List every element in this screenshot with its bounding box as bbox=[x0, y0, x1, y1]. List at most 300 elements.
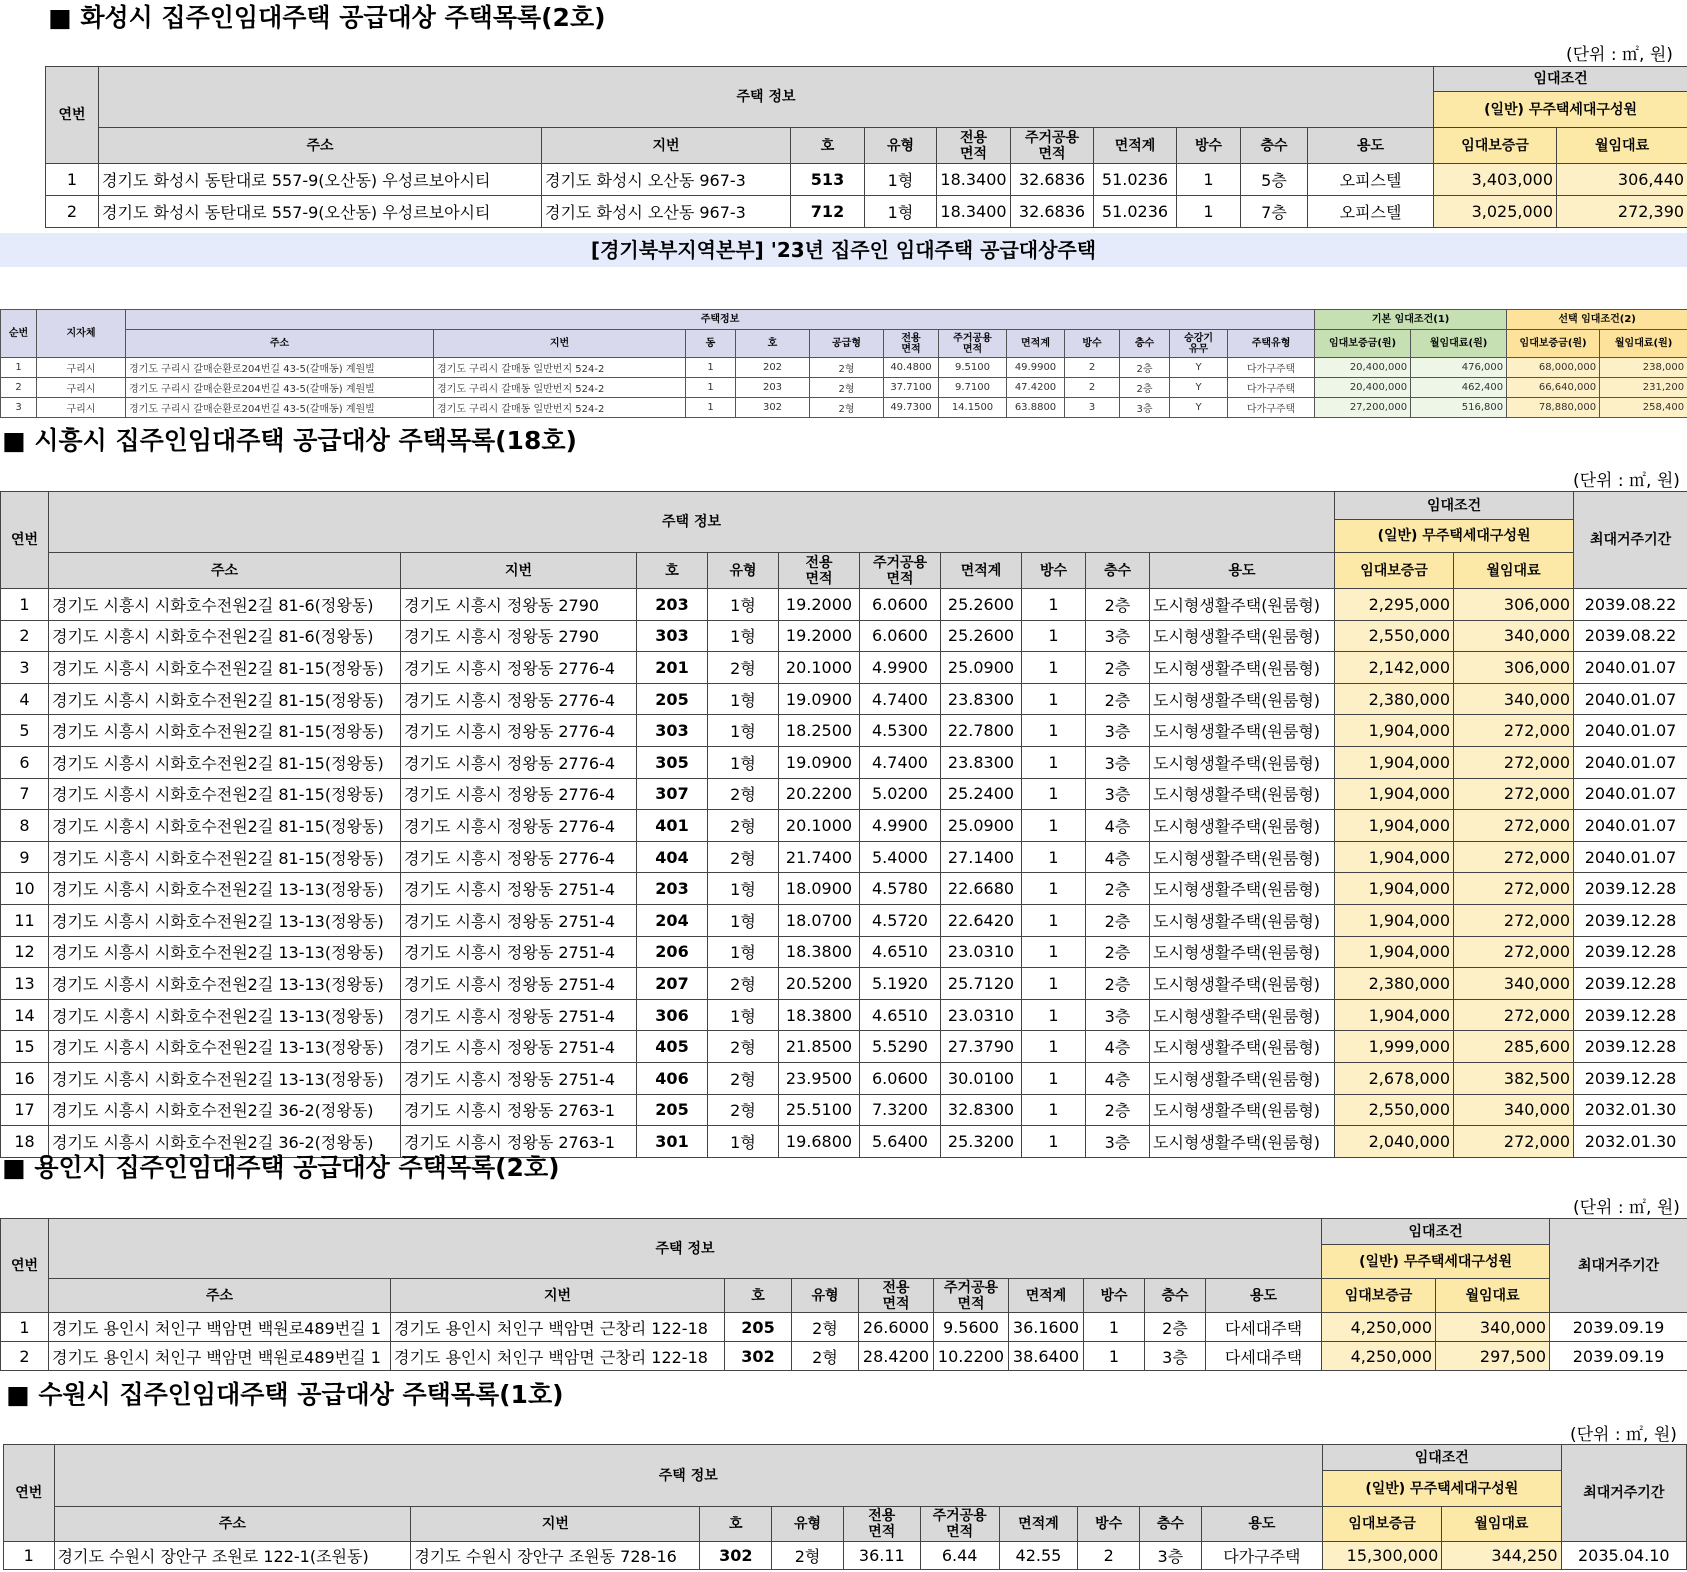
table-cell: 306,000 bbox=[1454, 589, 1574, 621]
table-cell: 경기도 구리시 갈매순환로204번길 43-5(갈매동) 계원빌 bbox=[126, 358, 434, 378]
table-cell: 203 bbox=[736, 378, 810, 398]
table-cell: 1 bbox=[1084, 1342, 1145, 1371]
table-cell: 2형 bbox=[708, 1062, 779, 1094]
table-cell: 27.3790 bbox=[941, 1031, 1022, 1063]
table-cell: 3층 bbox=[1145, 1342, 1206, 1371]
table-cell: 382,500 bbox=[1454, 1062, 1574, 1094]
table-cell: 306 bbox=[637, 999, 708, 1031]
col-basic-deposit: 임대보증금(원) bbox=[1315, 330, 1411, 358]
table-cell: 2,678,000 bbox=[1335, 1062, 1454, 1094]
table-cell: 도시형생활주택(원룸형) bbox=[1150, 810, 1335, 842]
table-cell: 2040.01.07 bbox=[1574, 715, 1687, 747]
table-cell: 1형 bbox=[708, 999, 779, 1031]
col-supply-type: 공급형 bbox=[810, 330, 884, 358]
col-excl-area: 전용 면적 bbox=[937, 128, 1011, 164]
table-cell: 8 bbox=[1, 810, 49, 842]
rent-cond-header: 임대조건 bbox=[1434, 67, 1687, 92]
table-cell: 2형 bbox=[810, 358, 884, 378]
table-cell: 1 bbox=[1022, 715, 1086, 747]
col-use: 용도 bbox=[1150, 553, 1335, 589]
table-cell: 11 bbox=[1, 904, 49, 936]
table-cell: 2039.12.28 bbox=[1574, 1062, 1687, 1094]
table-cell: 경기도 시흥시 정왕동 2763-1 bbox=[401, 1094, 637, 1126]
table-cell: 1 bbox=[686, 378, 736, 398]
table-cell: 51.0236 bbox=[1094, 196, 1177, 228]
table-cell: 2층 bbox=[1145, 1313, 1206, 1342]
north-house-info-header: 주택정보 bbox=[126, 310, 1315, 330]
table-cell: 2층 bbox=[1120, 378, 1170, 398]
table-cell: 204 bbox=[637, 904, 708, 936]
table-cell: 3,025,000 bbox=[1434, 196, 1557, 228]
table-cell: 경기도 구리시 갈매동 일반번지 524-2 bbox=[434, 398, 686, 418]
table-cell: 다세대주택 bbox=[1206, 1313, 1322, 1342]
table-cell: 5.0200 bbox=[860, 778, 941, 810]
table-cell: 28.4200 bbox=[859, 1342, 934, 1371]
col-type: 유형 bbox=[708, 553, 779, 589]
table-cell: 경기도 용인시 처인구 백암면 백원로489번길 1 bbox=[49, 1313, 391, 1342]
siheung-title: ■ 시흥시 집주인임대주택 공급대상 주택목록(18호) bbox=[2, 426, 577, 455]
table-cell: 경기도 구리시 갈매순환로204번길 43-5(갈매동) 계원빌 bbox=[126, 398, 434, 418]
table-cell: 32.6836 bbox=[1011, 164, 1094, 196]
table-cell: 경기도 시흥시 정왕동 2751-4 bbox=[401, 1031, 637, 1063]
table-cell: 23.0310 bbox=[941, 999, 1022, 1031]
table-cell: 도시형생활주택(원룸형) bbox=[1150, 778, 1335, 810]
table-cell: 1 bbox=[1022, 936, 1086, 968]
table-cell: 49.7300 bbox=[884, 398, 939, 418]
table-cell: 340,000 bbox=[1454, 1094, 1574, 1126]
col-elevator: 승강기 유무 bbox=[1170, 330, 1228, 358]
siheung-unit: (단위 : ㎡, 원) bbox=[1573, 471, 1680, 491]
col-excl-area: 전용 면적 bbox=[859, 1279, 934, 1313]
table-cell: 7 bbox=[1, 778, 49, 810]
table-cell: 272,000 bbox=[1454, 904, 1574, 936]
table-cell: 516,800 bbox=[1411, 398, 1507, 418]
table-cell: 1형 bbox=[708, 715, 779, 747]
col-use: 용도 bbox=[1201, 1507, 1322, 1542]
table-cell: 1,904,000 bbox=[1335, 810, 1454, 842]
table-cell: 경기도 시흥시 정왕동 2776-4 bbox=[401, 778, 637, 810]
table-cell: 40.4800 bbox=[884, 358, 939, 378]
table-cell: 25.0900 bbox=[941, 652, 1022, 684]
col-monthly: 월임대료 bbox=[1442, 1507, 1561, 1542]
table-cell: 2040.01.07 bbox=[1574, 746, 1687, 778]
table-cell: 5.6400 bbox=[860, 1126, 941, 1158]
table-cell: 18 bbox=[1, 1126, 49, 1158]
table-cell: 272,000 bbox=[1454, 873, 1574, 905]
table-cell: 도시형생활주택(원룸형) bbox=[1150, 1094, 1335, 1126]
table-cell: 경기도 용인시 처인구 백암면 근창리 122-18 bbox=[391, 1313, 725, 1342]
table-cell: 1 bbox=[1022, 1094, 1086, 1126]
col-address: 주소 bbox=[99, 128, 542, 164]
table-cell: 1 bbox=[686, 398, 736, 418]
table-cell: 경기도 시흥시 시화호수전원2길 81-6(정왕동) bbox=[49, 589, 401, 621]
rent-group-header: (일반) 무주택세대구성원 bbox=[1434, 92, 1687, 128]
table-cell: 10 bbox=[1, 873, 49, 905]
table-cell: Y bbox=[1170, 358, 1228, 378]
table-cell: 3,403,000 bbox=[1434, 164, 1557, 196]
table-cell: 272,000 bbox=[1454, 810, 1574, 842]
table-row bbox=[1, 841, 1687, 873]
table-cell: 30.0100 bbox=[941, 1062, 1022, 1094]
table-cell: 10.2200 bbox=[934, 1342, 1009, 1371]
rent-cond-header: 임대조건 bbox=[1335, 492, 1574, 520]
table-row bbox=[1, 1031, 1687, 1063]
table-cell: 19.0900 bbox=[779, 746, 860, 778]
table-cell: 2 bbox=[46, 196, 99, 228]
table-cell: 462,400 bbox=[1411, 378, 1507, 398]
table-cell: 23.0310 bbox=[941, 936, 1022, 968]
table-cell: 도시형생활주택(원룸형) bbox=[1150, 1126, 1335, 1158]
table-cell: 206 bbox=[637, 936, 708, 968]
col-common-area: 주거공용 면적 bbox=[920, 1507, 999, 1542]
table-cell: 2형 bbox=[708, 652, 779, 684]
table-cell: 1,904,000 bbox=[1335, 715, 1454, 747]
table-cell: 도시형생활주택(원룸형) bbox=[1150, 589, 1335, 621]
table-cell: 2형 bbox=[708, 778, 779, 810]
col-lot: 지번 bbox=[542, 128, 791, 164]
table-cell: 5.5290 bbox=[860, 1031, 941, 1063]
table-cell: 23.8300 bbox=[941, 683, 1022, 715]
table-cell: 15 bbox=[1, 1031, 49, 1063]
table-cell: 1형 bbox=[708, 620, 779, 652]
table-cell: 오피스텔 bbox=[1308, 196, 1434, 228]
table-cell: 다가구주택 bbox=[1228, 378, 1315, 398]
table-row bbox=[1, 968, 1687, 1000]
table-cell: 17 bbox=[1, 1094, 49, 1126]
table-cell: 경기도 시흥시 정왕동 2751-4 bbox=[401, 936, 637, 968]
table-cell: 1,999,000 bbox=[1335, 1031, 1454, 1063]
col-address: 주소 bbox=[54, 1507, 411, 1542]
table-cell: 도시형생활주택(원룸형) bbox=[1150, 873, 1335, 905]
table-cell: 23.9500 bbox=[779, 1062, 860, 1094]
table-cell: 경기도 시흥시 정왕동 2790 bbox=[401, 589, 637, 621]
table-cell: 다가구주택 bbox=[1228, 358, 1315, 378]
table-cell: 4.9900 bbox=[860, 810, 941, 842]
table-cell: 도시형생활주택(원룸형) bbox=[1150, 841, 1335, 873]
table-cell: 272,000 bbox=[1454, 936, 1574, 968]
table-cell: 21.7400 bbox=[779, 841, 860, 873]
table-cell: 경기도 시흥시 정왕동 2776-4 bbox=[401, 683, 637, 715]
table-cell: 경기도 시흥시 정왕동 2751-4 bbox=[401, 968, 637, 1000]
siheung-table bbox=[0, 491, 1687, 1158]
table-cell: 203 bbox=[637, 873, 708, 905]
house-info-header: 주택 정보 bbox=[49, 1219, 1322, 1279]
table-cell: 2040.01.07 bbox=[1574, 652, 1687, 684]
table-cell: 경기도 화성시 동탄대로 557-9(오산동) 우성르보아시티 bbox=[99, 196, 542, 228]
col-choice-deposit: 임대보증금(원) bbox=[1507, 330, 1600, 358]
table-cell: 205 bbox=[725, 1313, 792, 1342]
col-no: 연번 bbox=[1, 1219, 49, 1313]
table-cell: 272,000 bbox=[1454, 715, 1574, 747]
table-cell: 7층 bbox=[1241, 196, 1308, 228]
col-monthly: 월임대료 bbox=[1557, 128, 1687, 164]
table-cell: 경기도 시흥시 시화호수전원2길 81-15(정왕동) bbox=[49, 715, 401, 747]
table-cell: 경기도 시흥시 시화호수전원2길 36-2(정왕동) bbox=[49, 1126, 401, 1158]
table-cell: 15,300,000 bbox=[1323, 1542, 1442, 1570]
col-address: 주소 bbox=[49, 1279, 391, 1313]
col-common-area: 주거공용 면적 bbox=[860, 553, 941, 589]
table-cell: 406 bbox=[637, 1062, 708, 1094]
col-excl-area: 전용 면적 bbox=[884, 330, 939, 358]
table-cell: 303 bbox=[637, 620, 708, 652]
table-cell: 25.5100 bbox=[779, 1094, 860, 1126]
suwon-title: ■ 수원시 집주인임대주택 공급대상 주택목록(1호) bbox=[6, 1380, 564, 1409]
house-info-header: 주택 정보 bbox=[54, 1445, 1322, 1507]
table-cell: 4.7400 bbox=[860, 683, 941, 715]
col-address: 주소 bbox=[126, 330, 434, 358]
table-row bbox=[1, 620, 1687, 652]
table-cell: 경기도 구리시 갈매동 일반번지 524-2 bbox=[434, 378, 686, 398]
table-cell: 경기도 시흥시 정왕동 2776-4 bbox=[401, 810, 637, 842]
table-cell: 오피스텔 bbox=[1308, 164, 1434, 196]
table-row bbox=[1, 589, 1687, 621]
table-cell: 2층 bbox=[1086, 652, 1150, 684]
table-row bbox=[1, 398, 1687, 418]
table-cell: 1 bbox=[1022, 841, 1086, 873]
col-gov: 지자체 bbox=[37, 310, 126, 358]
table-cell: 2층 bbox=[1086, 936, 1150, 968]
table-cell: 1 bbox=[4, 1542, 55, 1570]
table-cell: 36.11 bbox=[843, 1542, 920, 1570]
col-use: 용도 bbox=[1308, 128, 1434, 164]
table-cell: 305 bbox=[637, 746, 708, 778]
col-lot: 지번 bbox=[434, 330, 686, 358]
table-row bbox=[46, 164, 1687, 196]
table-cell: 404 bbox=[637, 841, 708, 873]
table-cell: 4,250,000 bbox=[1322, 1342, 1436, 1371]
table-cell: 1 bbox=[1177, 196, 1241, 228]
table-cell: 1 bbox=[1022, 904, 1086, 936]
table-cell: 구리시 bbox=[37, 358, 126, 378]
col-floor: 층수 bbox=[1140, 1507, 1202, 1542]
table-row bbox=[1, 1062, 1687, 1094]
table-cell: 1,904,000 bbox=[1335, 999, 1454, 1031]
table-cell: 4층 bbox=[1086, 1031, 1150, 1063]
table-cell: 1형 bbox=[865, 164, 937, 196]
table-cell: 20,400,000 bbox=[1315, 358, 1411, 378]
col-rooms: 방수 bbox=[1022, 553, 1086, 589]
table-row bbox=[1, 810, 1687, 842]
table-cell: Y bbox=[1170, 398, 1228, 418]
col-no: 연번 bbox=[1, 492, 49, 589]
hwaseong-title: ■ 화성시 집주인임대주택 공급대상 주택목록(2호) bbox=[48, 3, 606, 32]
rent-group-header: (일반) 무주택세대구성원 bbox=[1322, 1245, 1550, 1279]
col-dong: 동 bbox=[686, 330, 736, 358]
table-cell: 경기도 화성시 동탄대로 557-9(오산동) 우성르보아시티 bbox=[99, 164, 542, 196]
table-cell: 2층 bbox=[1086, 904, 1150, 936]
table-cell: 6.0600 bbox=[860, 1062, 941, 1094]
rent-group-header: (일반) 무주택세대구성원 bbox=[1335, 520, 1574, 553]
table-row bbox=[1, 358, 1687, 378]
table-cell: 2층 bbox=[1086, 1094, 1150, 1126]
table-cell: 231,200 bbox=[1600, 378, 1687, 398]
table-row bbox=[1, 1313, 1687, 1342]
table-cell: 25.0900 bbox=[941, 810, 1022, 842]
house-info-header: 주택 정보 bbox=[49, 492, 1335, 553]
col-common-area: 주거공용 면적 bbox=[934, 1279, 1009, 1313]
table-cell: 1 bbox=[1, 358, 37, 378]
table-cell: 경기도 수원시 장안구 조원동 728-16 bbox=[411, 1542, 700, 1570]
table-cell: 712 bbox=[791, 196, 865, 228]
table-cell: 4.9900 bbox=[860, 652, 941, 684]
table-row bbox=[1, 378, 1687, 398]
table-cell: 22.7800 bbox=[941, 715, 1022, 747]
table-cell: 42.55 bbox=[999, 1542, 1078, 1570]
table-row bbox=[1, 873, 1687, 905]
hwaseong-table bbox=[45, 66, 1687, 228]
table-cell: 20.1000 bbox=[779, 652, 860, 684]
table-cell: 2039.12.28 bbox=[1574, 968, 1687, 1000]
table-cell: 405 bbox=[637, 1031, 708, 1063]
table-cell: 22.6420 bbox=[941, 904, 1022, 936]
table-cell: 경기도 시흥시 정왕동 2751-4 bbox=[401, 904, 637, 936]
table-cell: 2형 bbox=[708, 968, 779, 1000]
rent-cond-header: 임대조건 bbox=[1322, 1219, 1550, 1245]
north-table bbox=[0, 309, 1687, 418]
table-cell: 302 bbox=[725, 1342, 792, 1371]
table-cell: 1 bbox=[1022, 999, 1086, 1031]
col-address: 주소 bbox=[49, 553, 401, 589]
table-cell: 25.3200 bbox=[941, 1126, 1022, 1158]
col-max-period: 최대거주기간 bbox=[1550, 1219, 1687, 1313]
col-type: 유형 bbox=[772, 1507, 844, 1542]
table-cell: 4 bbox=[1, 683, 49, 715]
table-cell: 경기도 시흥시 시화호수전원2길 13-13(정왕동) bbox=[49, 936, 401, 968]
table-cell: 27,200,000 bbox=[1315, 398, 1411, 418]
table-cell: 14 bbox=[1, 999, 49, 1031]
table-row bbox=[1, 1342, 1687, 1371]
table-cell: 2층 bbox=[1086, 683, 1150, 715]
col-rooms: 방수 bbox=[1065, 330, 1120, 358]
table-cell: 4,250,000 bbox=[1322, 1313, 1436, 1342]
table-cell: 2 bbox=[1065, 378, 1120, 398]
table-cell: 2,295,000 bbox=[1335, 589, 1454, 621]
table-cell: 1 bbox=[1, 589, 49, 621]
table-cell: 4층 bbox=[1086, 810, 1150, 842]
col-no: 연번 bbox=[4, 1445, 55, 1542]
table-cell: 2형 bbox=[792, 1313, 859, 1342]
table-cell: 도시형생활주택(원룸형) bbox=[1150, 715, 1335, 747]
table-cell: 1 bbox=[1084, 1313, 1145, 1342]
table-cell: 도시형생활주택(원룸형) bbox=[1150, 999, 1335, 1031]
table-cell: 340,000 bbox=[1454, 968, 1574, 1000]
table-cell: 1형 bbox=[708, 936, 779, 968]
table-cell: 2형 bbox=[792, 1342, 859, 1371]
col-deposit: 임대보증금 bbox=[1434, 128, 1557, 164]
col-basic-monthly: 월임대료(원) bbox=[1411, 330, 1507, 358]
table-cell: 3 bbox=[1, 398, 37, 418]
yongin-unit: (단위 : ㎡, 원) bbox=[1573, 1198, 1680, 1218]
table-cell: 25.2600 bbox=[941, 620, 1022, 652]
table-cell: 32.8300 bbox=[941, 1094, 1022, 1126]
col-excl-area: 전용 면적 bbox=[779, 553, 860, 589]
table-cell: 340,000 bbox=[1436, 1313, 1550, 1342]
table-cell: 2039.09.19 bbox=[1550, 1313, 1687, 1342]
table-cell: 도시형생활주택(원룸형) bbox=[1150, 746, 1335, 778]
table-cell: 2 bbox=[1, 1342, 49, 1371]
yongin-title: ■ 용인시 집주인임대주택 공급대상 주택목록(2호) bbox=[2, 1153, 560, 1182]
table-row bbox=[1, 683, 1687, 715]
table-row bbox=[1, 904, 1687, 936]
table-cell: 1,904,000 bbox=[1335, 873, 1454, 905]
table-cell: 2039.12.28 bbox=[1574, 999, 1687, 1031]
table-cell: 3층 bbox=[1086, 1126, 1150, 1158]
col-max-period: 최대거주기간 bbox=[1561, 1445, 1686, 1542]
col-common-area: 주거공용 면적 bbox=[939, 330, 1007, 358]
table-cell: 14.1500 bbox=[939, 398, 1007, 418]
table-cell: 1 bbox=[1022, 968, 1086, 1000]
table-cell: 2형 bbox=[708, 841, 779, 873]
table-cell: 2층 bbox=[1086, 968, 1150, 1000]
col-total-area: 면적계 bbox=[1007, 330, 1065, 358]
table-cell: 6.44 bbox=[920, 1542, 999, 1570]
table-cell: 1,904,000 bbox=[1335, 778, 1454, 810]
table-cell: 2039.08.22 bbox=[1574, 620, 1687, 652]
table-cell: 경기도 수원시 장안구 조원로 122-1(조원동) bbox=[54, 1542, 411, 1570]
table-cell: 307 bbox=[637, 778, 708, 810]
choice-rent-header: 선택 임대조건(2) bbox=[1507, 310, 1687, 330]
table-cell: 340,000 bbox=[1454, 683, 1574, 715]
table-cell: 2039.12.28 bbox=[1574, 1031, 1687, 1063]
basic-rent-header: 기본 임대조건(1) bbox=[1315, 310, 1507, 330]
table-cell: 66,640,000 bbox=[1507, 378, 1600, 398]
table-cell: 1 bbox=[1022, 1126, 1086, 1158]
table-cell: 207 bbox=[637, 968, 708, 1000]
col-ho: 호 bbox=[700, 1507, 772, 1542]
table-row bbox=[1, 652, 1687, 684]
table-cell: 272,000 bbox=[1454, 841, 1574, 873]
table-cell: 285,600 bbox=[1454, 1031, 1574, 1063]
table-cell: 302 bbox=[736, 398, 810, 418]
table-cell: 2039.09.19 bbox=[1550, 1342, 1687, 1371]
table-cell: 1 bbox=[1, 1313, 49, 1342]
table-cell: 2,142,000 bbox=[1335, 652, 1454, 684]
table-cell: 경기도 시흥시 정왕동 2751-4 bbox=[401, 873, 637, 905]
table-cell: 1 bbox=[1022, 746, 1086, 778]
table-cell: 12 bbox=[1, 936, 49, 968]
table-cell: 1,904,000 bbox=[1335, 746, 1454, 778]
table-cell: 다세대주택 bbox=[1206, 1342, 1322, 1371]
col-total-area: 면적계 bbox=[1009, 1279, 1084, 1313]
table-cell: 1형 bbox=[708, 873, 779, 905]
table-cell: 2039.12.28 bbox=[1574, 936, 1687, 968]
table-cell: 1 bbox=[1022, 778, 1086, 810]
table-cell: 51.0236 bbox=[1094, 164, 1177, 196]
col-floor: 층수 bbox=[1120, 330, 1170, 358]
table-cell: 경기도 용인시 처인구 백암면 근창리 122-18 bbox=[391, 1342, 725, 1371]
table-cell: 1 bbox=[1022, 589, 1086, 621]
table-cell: 25.2600 bbox=[941, 589, 1022, 621]
table-cell: 16 bbox=[1, 1062, 49, 1094]
table-cell: 3층 bbox=[1086, 999, 1150, 1031]
table-cell: 1형 bbox=[708, 683, 779, 715]
table-cell: 2형 bbox=[810, 398, 884, 418]
rent-group-header: (일반) 무주택세대구성원 bbox=[1323, 1471, 1562, 1507]
table-cell: 1 bbox=[686, 358, 736, 378]
table-cell: 2040.01.07 bbox=[1574, 778, 1687, 810]
table-cell: 2 bbox=[1, 620, 49, 652]
table-cell: 5.4000 bbox=[860, 841, 941, 873]
col-ho: 호 bbox=[736, 330, 810, 358]
table-cell: 258,400 bbox=[1600, 398, 1687, 418]
table-cell: Y bbox=[1170, 378, 1228, 398]
table-cell: 1,904,000 bbox=[1335, 841, 1454, 873]
table-cell: 303 bbox=[637, 715, 708, 747]
table-cell: 25.2400 bbox=[941, 778, 1022, 810]
table-cell: 1 bbox=[1177, 164, 1241, 196]
table-cell: 401 bbox=[637, 810, 708, 842]
col-type: 유형 bbox=[865, 128, 937, 164]
